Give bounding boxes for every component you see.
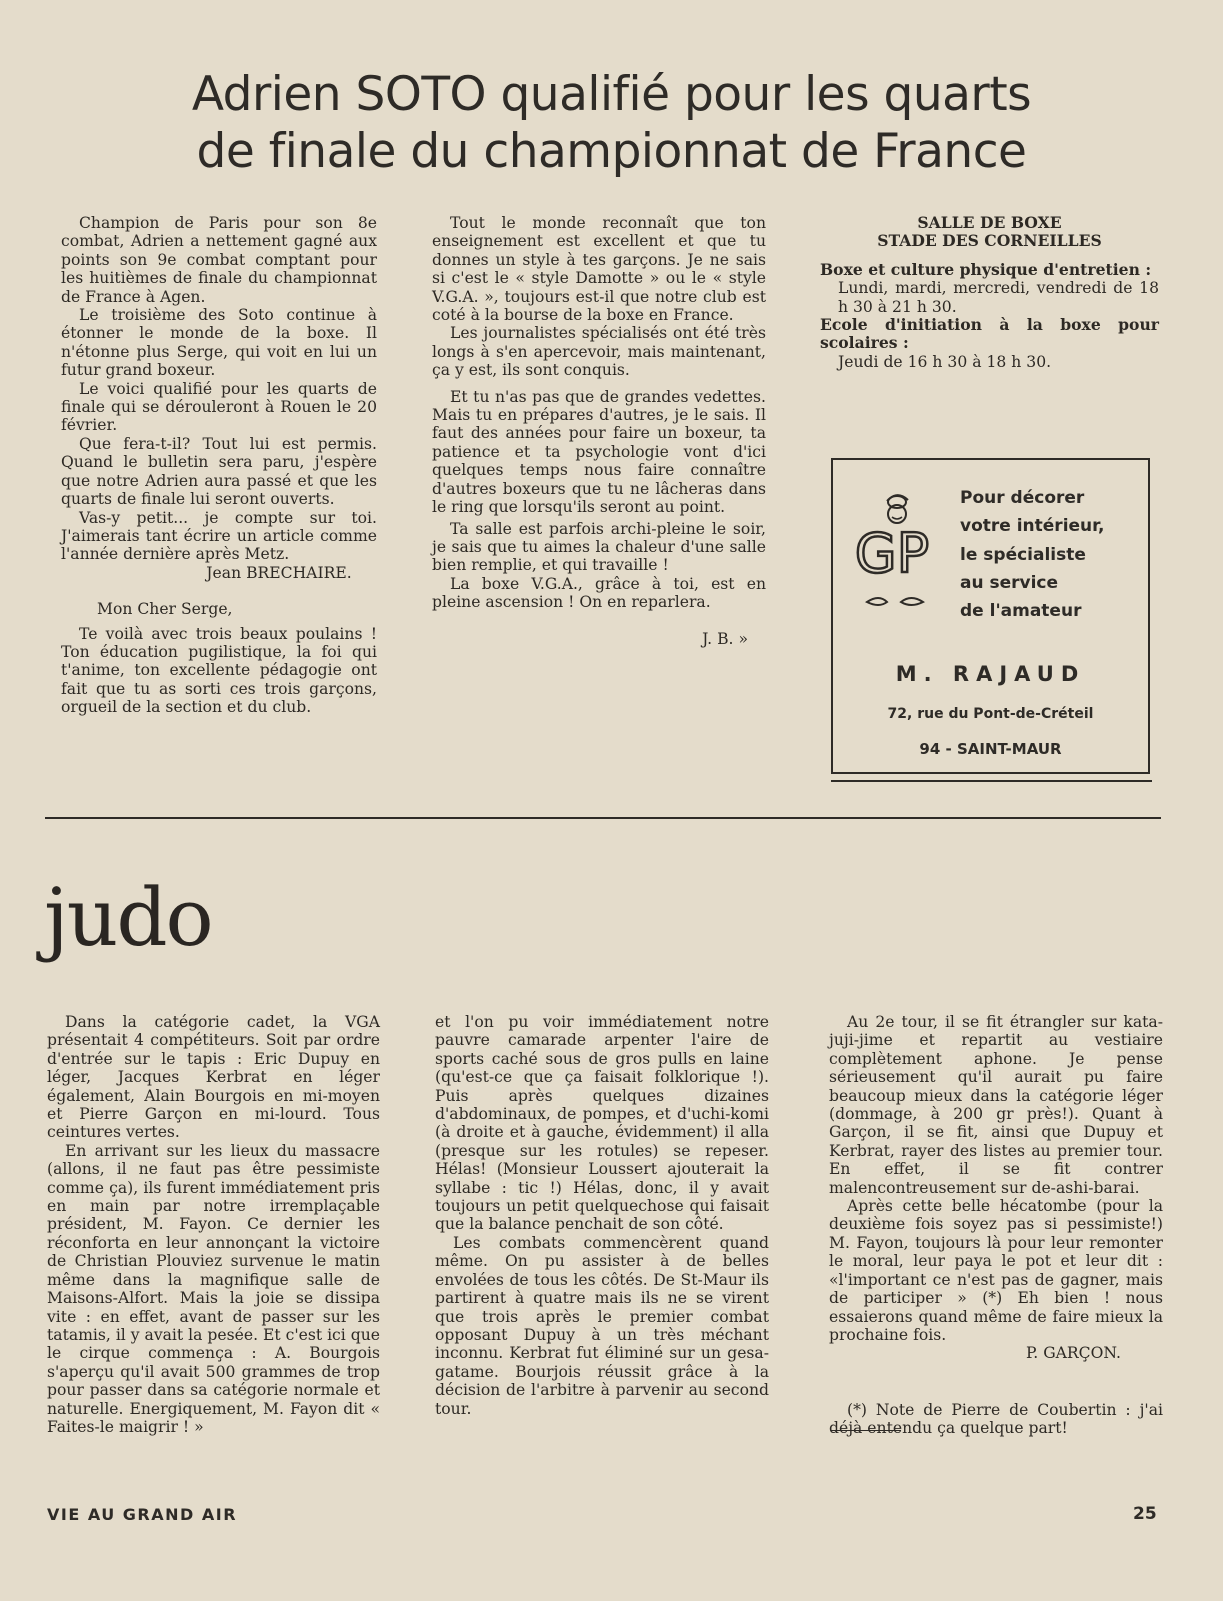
judo-section-title: judo	[44, 871, 212, 964]
rajaud-advertisement	[831, 458, 1150, 774]
ad-slogan	[960, 484, 1105, 625]
letter-salutation: Mon Cher Serge,	[97, 600, 233, 619]
paragraph: Tout le monde reconnaît que ton enseignement est excellent et que tu donnes un style à tes garçons. Je ne sais si c'est le « style Damotte » ou le « style V.G.A. », toujours est-il que notre club est coté à la bourse de la boxe en France.	[432, 214, 766, 325]
paragraph: Le troisième des Soto continue à étonner le monde de la boxe. Il n'étonne plus Serge, qui voit en lui un futur grand boxeur.	[61, 306, 377, 380]
signature-garcon: P. GARÇON.	[1025, 1344, 1121, 1363]
magazine-name: VIE AU GRAND AIR	[47, 1505, 238, 1524]
paragraph: Vas-y petit... je compte sur toi. J'aimerais tant écrire un article comme l'année dernière après Metz.	[61, 508, 377, 564]
boxing-column-2	[432, 214, 766, 648]
hall-label-boxe: Boxe et culture physique d'entretien :	[820, 259, 1152, 279]
paragraph: Les combats commencèrent quand même. On pu assister à de belles envolées de tous les côtés. De St-Maur ils partirent à quatre mais ils ne se virent que trois après le premier combat opposant Dupuy à un très méchant inconnu. Kerbrat fut éliminé sur un gesa-gatame. Bourjois réussit grâce à la décision de l'arbitre à parvenir au second tour.	[435, 1233, 769, 1418]
ad-line: Pour décorer	[960, 488, 1085, 508]
hall-schedule-2: Jeudi de 16 h 30 à 18 h 30.	[838, 352, 1052, 371]
headline-line-2: de finale du championnat de France	[196, 124, 1027, 179]
paragraph: Dans la catégorie cadet, la VGA présentait 4 compétiteurs. Soit par ordre d'entrée sur le tapis : Eric Dupuy en léger, Jacques Kerbrat en léger également, Alain Bourgois en mi-moyen et Pierre Garçon en mi-lourd. Tous ceintures vertes.	[47, 1013, 380, 1142]
headline-line-1: Adrien SOTO qualifié pour les quarts	[191, 67, 1032, 122]
paragraph: Et tu n'as pas que de grandes vedettes. Mais tu en prépares d'autres, je le sais. Il faut des années pour faire un boxeur, ta patience et ta psychologie vont d'ici quelques temps nous faire connaître d'autres boxeurs que tu ne lâcheras dans le ring que lorsqu'ils seront au point.	[432, 387, 766, 517]
hall-title-1: SALLE DE BOXE	[917, 213, 1062, 232]
judo-column-3	[829, 1013, 1163, 1438]
paragraph: Après cette belle hécatombe (pour la deuxième fois soyez pas si pessimiste!) M. Fayon, toujours là pour leur remonter le moral, leur paya le pot et leur dit : «l'important ce n'est pas de gagner, mais de participer » (*) Eh bien ! nous essaierons quand même de faire mieux la prochaine fois.	[829, 1197, 1163, 1344]
boxing-column-1	[61, 214, 377, 717]
hall-schedule-1: Lundi, mardi, mercredi, vendredi de 18 h 30 à 21 h 30.	[838, 279, 1159, 316]
paragraph: Te voilà avec trois beaux poulains ! Ton éducation pugilistique, la foi qui t'anime, ton excellente pédagogie ont fait que tu as sorti ces trois garçons, orgueil de la section et du club.	[61, 624, 377, 717]
paragraph: La boxe V.G.A., grâce à toi, est en pleine ascension ! On en reparlera.	[432, 574, 766, 612]
ad-line: le spécialiste	[960, 544, 1086, 565]
ad-bottom-rule	[831, 780, 1152, 782]
gp-logo	[853, 484, 931, 619]
judo-column-2	[435, 1013, 769, 1418]
paragraph: et l'on pu voir immédiatement notre pauvre camarade arpenter l'aire de sports caché sous de gros pulls en laine (qu'est-ce que ça faisait folklorique !). Puis après quelques dizaines d'abdominaux, de pompes, et d'uchi-komi (à droite et à gauche, évidemment) il alla (presque sur les rotules) se repeser. Hélas! (Monsieur Loussert ajouterait la syllabe : tic !) Hélas, donc, il y avait toujours un petit quelquechose qui faisait que la balance penchait de son côté.	[435, 1013, 769, 1234]
ad-line: au service	[960, 572, 1059, 593]
paragraph: En arrivant sur les lieux du massacre (allons, il ne faut pas être pessimiste comme ça), ils furent immédiatement pris en main par notre irremplaçable président, M. Fayon. Ce dernier les réconforta en leur annonçant la victoire de Christian Plouviez survenue le matin même dans la magnifique salle de Maisons-Alfort. Mais la joie se dissipa vite : en effet, avant de passer sur les tatamis, il y avait la pesée. Et c'est ici que le cirque commença : A. Bourgois s'aperçu qu'il avait 500 grammes de trop pour passer dans sa catégorie normale et naturelle. Energiquement, M. Fayon dit « Faites-le maigrir ! »	[47, 1141, 380, 1436]
hall-label-ecole: Ecole d'initiation à la boxe pour scolaires :	[820, 315, 1159, 353]
boxing-headline	[90, 66, 1133, 180]
footnote-rule	[831, 1430, 901, 1431]
paragraph: Les journalistes spécialisés ont été très longs à s'en apercevoir, mais maintenant, ça y est, ils sont conquis.	[432, 324, 766, 380]
logo-text: GP	[854, 522, 930, 585]
section-divider	[45, 817, 1161, 819]
ad-merchant-name: M. RAJAUD	[895, 662, 1086, 686]
hall-title-2: STADE DES CORNEILLES	[877, 231, 1102, 251]
ad-city: 94 - SAINT-MAUR	[919, 740, 1062, 758]
paragraph: Ta salle est parfois archi-pleine le soir, je sais que tu aimes la chaleur d'une salle bien remplie, et qui travaille !	[432, 519, 766, 575]
boxing-hall-info	[820, 214, 1159, 371]
paragraph: Au 2e tour, il se fit étrangler sur kata-juji-jime et repartit au vestiaire complètement aphone. Je pense sérieusement qu'il aurait pu faire beaucoup mieux dans la catégorie léger (dommage, à 200 gr près!). Quant à Garçon, il se fit, ainsi que Dupuy et Kerbrat, rayer des listes au premier tour. En effet, il se fit contrer malencontreusement sur de-ashi-barai.	[829, 1013, 1163, 1197]
signature-jb: J. B. »	[702, 629, 748, 648]
footnote: (*) Note de Pierre de Coubertin : j'ai déjà entendu ça quelque part!	[829, 1400, 1163, 1438]
signature-brechaire: Jean BRECHAIRE.	[206, 563, 352, 582]
paragraph: Le voici qualifié pour les quarts de finale qui se dérouleront à Rouen le 20 février.	[61, 379, 377, 435]
ad-address: 72, rue du Pont-de-Créteil	[887, 706, 1094, 722]
paragraph: Champion de Paris pour son 8e combat, Adrien a nettement gagné aux points son 9e combat comptant pour les huitièmes de finale du championnat de France à Agen.	[61, 214, 377, 306]
ad-line: votre intérieur,	[960, 516, 1105, 537]
page-number: 25	[1133, 1504, 1157, 1524]
ad-line: de l'amateur	[960, 601, 1082, 622]
judo-column-1	[47, 1013, 380, 1436]
paragraph: Que fera-t-il? Tout lui est permis. Quand le bulletin sera paru, j'espère que notre Adrien aura passé et que les quarts de finale lui seront ouverts.	[61, 434, 377, 509]
